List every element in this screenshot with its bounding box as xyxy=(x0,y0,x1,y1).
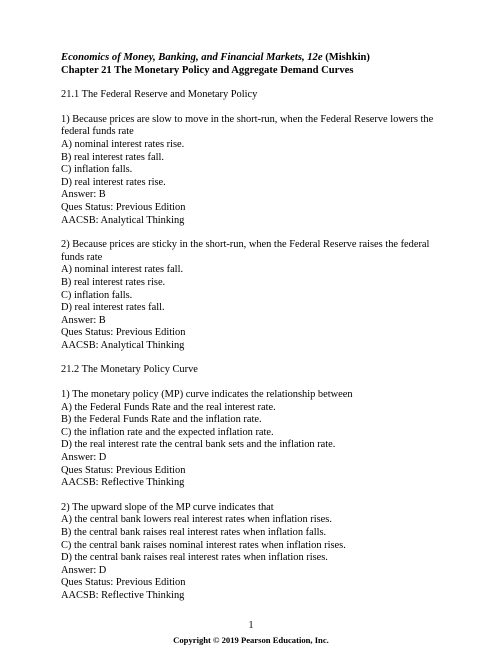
section xyxy=(61,364,451,602)
answer-option: A) the Federal Funds Rate and the real interest rate. xyxy=(61,401,276,413)
answer-option: C) inflation falls. xyxy=(61,164,133,176)
question-stem: 1) Because prices are slow to move in the short-run, when the Federal Reserve lowers the federal funds rate xyxy=(61,113,434,138)
answer-option: B) real interest rates rise. xyxy=(61,276,166,288)
page-content xyxy=(61,52,451,603)
answer-option: B) the central bank raises real interest rates when inflation falls. xyxy=(61,527,327,538)
question-stem: 2) The upward slope of the MP curve indicates that xyxy=(61,501,274,513)
answer-option: D) the real interest rate the central bank sets and the inflation rate. xyxy=(61,439,336,451)
section-heading: 21.1 The Federal Reserve and Monetary Policy xyxy=(61,89,258,101)
answer-option: D) real interest rates fall. xyxy=(61,302,165,314)
sections-container xyxy=(61,89,451,602)
question-status: Ques Status: Previous Edition xyxy=(61,327,186,339)
book-author: (Mishkin) xyxy=(325,52,370,63)
question-stem: 2) Because prices are sticky in the short-run, when the Federal Reserve raises the federal funds rate xyxy=(61,239,430,263)
answer-option: B) the Federal Funds Rate and the inflation rate. xyxy=(61,414,262,426)
answer-option: A) nominal interest rates rise. xyxy=(61,138,185,150)
section-heading: 21.2 The Monetary Policy Curve xyxy=(61,364,198,376)
answer-option: A) the central bank lowers real interest rates when inflation rises. xyxy=(61,514,332,526)
answer-option: C) the central bank raises nominal interest rates when inflation rises. xyxy=(61,539,346,551)
question-status: Ques Status: Previous Edition xyxy=(61,577,186,589)
question-aacsb: AACSB: Reflective Thinking xyxy=(61,477,185,489)
question-aacsb: AACSB: Analytical Thinking xyxy=(61,339,185,351)
question-block xyxy=(61,502,451,603)
question-stem: 1) The monetary policy (MP) curve indicates the relationship between xyxy=(61,389,353,401)
answer-option: D) real interest rates rise. xyxy=(61,176,166,188)
question-block xyxy=(61,389,451,490)
book-title: Economics of Money, Banking, and Financial Markets, 12e xyxy=(61,52,323,63)
question-block xyxy=(61,239,451,352)
copyright-notice: Copyright © 2019 Pearson Education, Inc. xyxy=(173,635,329,645)
question-aacsb: AACSB: Analytical Thinking xyxy=(61,214,185,226)
chapter-title: Chapter 21 The Monetary Policy and Aggregate Demand Curves xyxy=(61,64,354,76)
question-answer: Answer: B xyxy=(61,189,106,201)
answer-option: C) inflation falls. xyxy=(61,289,133,301)
question-answer: Answer: D xyxy=(61,564,107,576)
answer-option: D) the central bank raises real interest rates when inflation rises. xyxy=(61,552,328,564)
section xyxy=(61,89,451,352)
question-answer: Answer: D xyxy=(61,452,107,464)
question-aacsb: AACSB: Reflective Thinking xyxy=(61,589,185,601)
answer-option: C) the inflation rate and the expected inflation rate. xyxy=(61,426,274,438)
answer-option: B) real interest rates fall. xyxy=(61,151,164,163)
answer-option: A) nominal interest rates fall. xyxy=(61,264,184,276)
question-status: Ques Status: Previous Edition xyxy=(61,201,186,213)
question-answer: Answer: B xyxy=(61,314,106,326)
book-title-line xyxy=(61,52,451,65)
page-number: 1 xyxy=(248,620,254,631)
question-status: Ques Status: Previous Edition xyxy=(61,464,186,476)
question-block xyxy=(61,114,451,227)
